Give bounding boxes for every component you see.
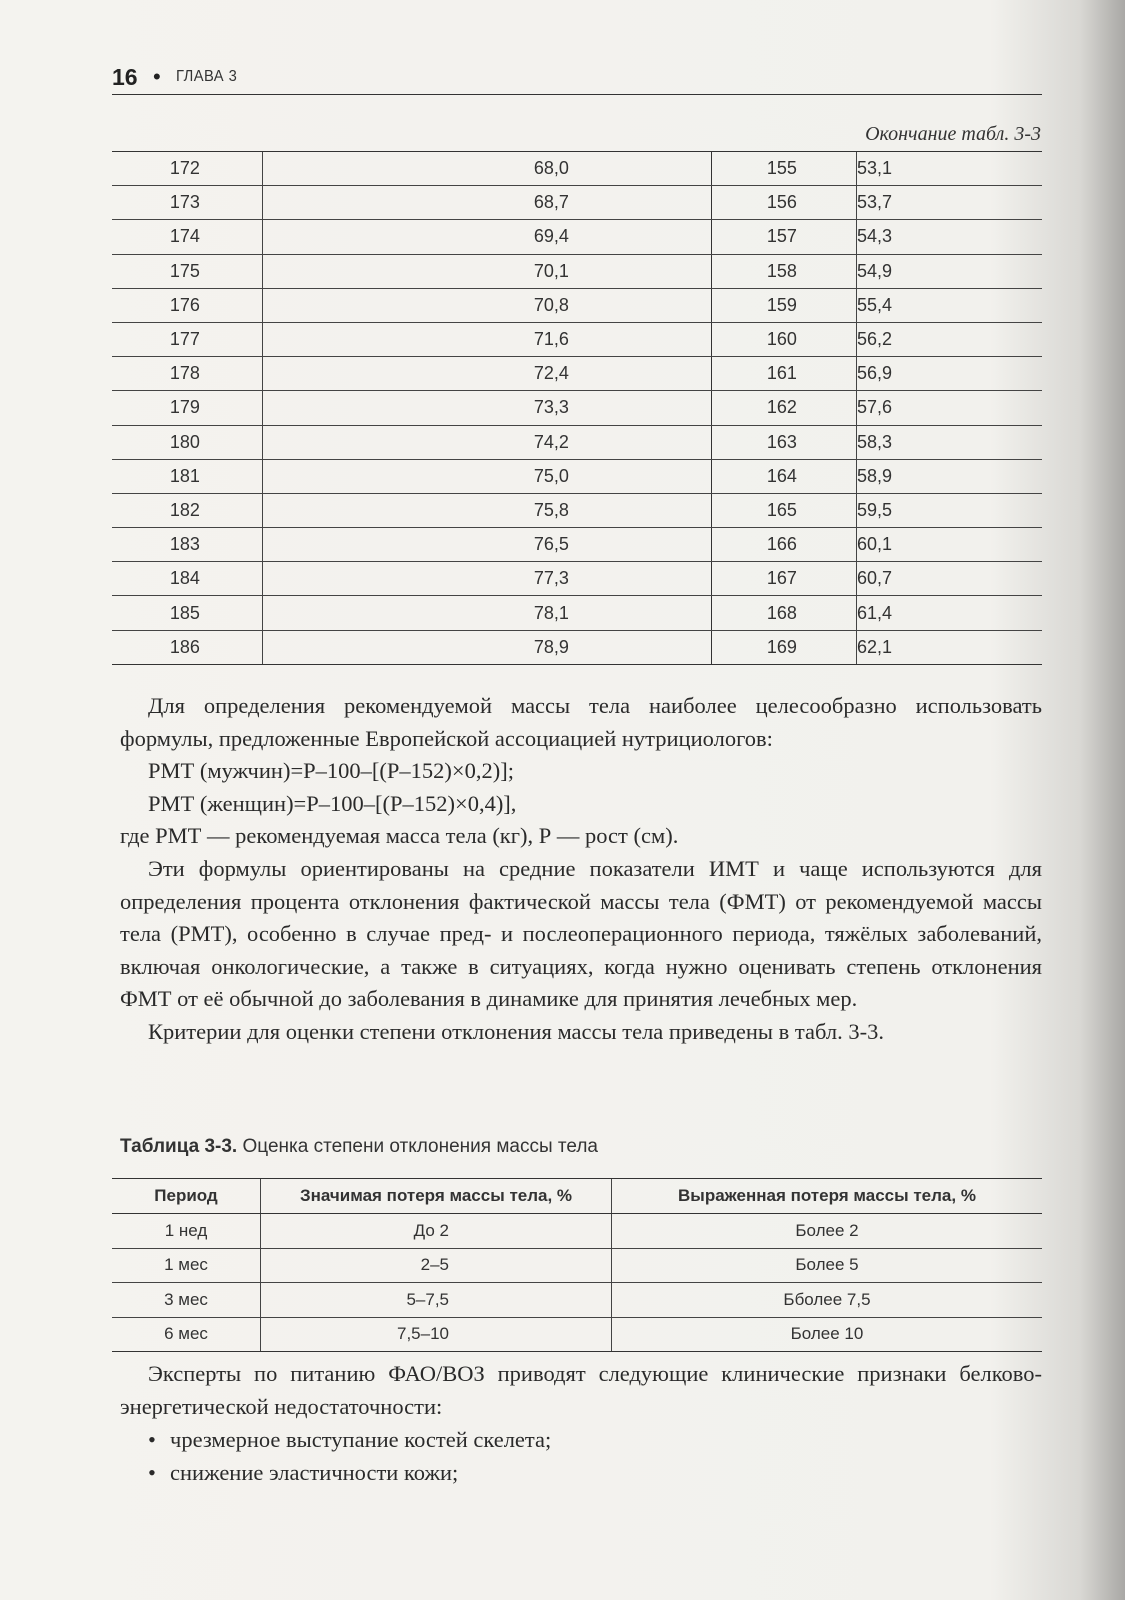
height-cell: 179 — [112, 391, 262, 425]
table-row — [112, 1283, 1042, 1318]
table-caption-title: Оценка степени отклонения массы тела — [237, 1136, 598, 1157]
height-cell: 178 — [112, 357, 262, 391]
weight-cell: 76,5 — [262, 528, 711, 562]
weight-cell: 60,1 — [856, 528, 1042, 562]
height-cell: 172 — [112, 152, 262, 186]
table-row — [112, 459, 1042, 493]
weight-cell: 58,9 — [856, 459, 1042, 493]
formula-legend: где РМТ — рекомендуемая масса тела (кг), Р — рост (см). — [120, 823, 679, 849]
weight-cell: 78,1 — [262, 596, 711, 630]
header-bullet: • — [153, 64, 161, 89]
weight-cell: 61,4 — [856, 596, 1042, 630]
weight-cell: 75,0 — [262, 459, 711, 493]
severe-loss-cell: Более 10 — [612, 1317, 1043, 1352]
list-item-text: чрезмерное выступание костей скелета; — [170, 1427, 552, 1452]
height-cell: 168 — [711, 596, 856, 630]
significant-loss-cell: 5–7,5 — [261, 1283, 612, 1318]
significant-loss-cell: До 2 — [261, 1214, 612, 1249]
list-item — [120, 1457, 1042, 1490]
closing-text — [120, 1358, 1042, 1423]
table-row — [112, 1317, 1042, 1352]
weight-cell: 58,3 — [856, 425, 1042, 459]
severe-loss-cell: Более 5 — [612, 1248, 1043, 1283]
table-row — [112, 493, 1042, 527]
formula-women: РМТ (женщин)=Р–100–[(Р–152)×0,4)], — [148, 790, 517, 816]
weight-cell: 53,7 — [856, 186, 1042, 220]
weight-cell: 54,3 — [856, 220, 1042, 254]
height-cell: 155 — [711, 152, 856, 186]
period-cell: 1 мес — [112, 1248, 261, 1283]
height-cell: 175 — [112, 254, 262, 288]
height-cell: 173 — [112, 186, 262, 220]
table-row — [112, 357, 1042, 391]
significant-loss-cell: 7,5–10 — [261, 1317, 612, 1352]
height-cell: 162 — [711, 391, 856, 425]
weight-cell: 56,9 — [856, 357, 1042, 391]
weight-cell: 59,5 — [856, 493, 1042, 527]
table-row — [112, 425, 1042, 459]
height-cell: 166 — [711, 528, 856, 562]
table-row — [112, 1214, 1042, 1249]
weight-cell: 68,0 — [262, 152, 711, 186]
list-item — [120, 1424, 1042, 1457]
period-cell: 1 нед — [112, 1214, 261, 1249]
weight-cell: 60,7 — [856, 562, 1042, 596]
height-cell: 161 — [711, 357, 856, 391]
height-cell: 159 — [711, 288, 856, 322]
height-cell: 177 — [112, 322, 262, 356]
height-cell: 186 — [112, 630, 262, 664]
significant-loss-cell: 2–5 — [261, 1248, 612, 1283]
height-cell: 158 — [711, 254, 856, 288]
weight-cell: 77,3 — [262, 562, 711, 596]
table-row — [112, 220, 1042, 254]
severe-loss-cell: Бболее 7,5 — [612, 1283, 1043, 1318]
weight-cell: 68,7 — [262, 186, 711, 220]
height-cell: 167 — [711, 562, 856, 596]
table-row — [112, 562, 1042, 596]
weight-cell: 69,4 — [262, 220, 711, 254]
table-row — [112, 254, 1042, 288]
table-row — [112, 152, 1042, 186]
weight-cell: 70,1 — [262, 254, 711, 288]
weight-loss-table — [112, 1178, 1042, 1352]
paragraph-fao-who: Эксперты по питанию ФАО/ВОЗ приводят следующие клинические признаки белково-энергетической недостаточности: — [120, 1361, 1042, 1419]
weight-cell: 72,4 — [262, 357, 711, 391]
table-header-row — [112, 1179, 1042, 1214]
period-cell: 3 мес — [112, 1283, 261, 1318]
table-caption-number: Таблица 3-3. — [120, 1136, 238, 1157]
height-cell: 183 — [112, 528, 262, 562]
height-cell: 156 — [711, 186, 856, 220]
weight-cell: 62,1 — [856, 630, 1042, 664]
table-continuation-caption: Окончание табл. 3-3 — [865, 123, 1041, 145]
weight-cell: 55,4 — [856, 288, 1042, 322]
weight-cell: 54,9 — [856, 254, 1042, 288]
height-cell: 184 — [112, 562, 262, 596]
paragraph-formulas-intro: Для определения рекомендуемой массы тела наиболее целесообразно использовать формулы, предложенные Европейской ассоциацией нутрициологов: — [120, 693, 1042, 751]
height-cell: 176 — [112, 288, 262, 322]
table-row — [112, 528, 1042, 562]
chapter-title: ГЛАВА 3 — [176, 68, 238, 85]
bullet-marker: • — [148, 1459, 156, 1485]
height-cell: 164 — [711, 459, 856, 493]
bullet-marker: • — [148, 1427, 156, 1452]
column-header-severe: Выраженная потеря массы тела, % — [612, 1179, 1043, 1214]
height-cell: 169 — [711, 630, 856, 664]
clinical-signs-list — [120, 1424, 1042, 1489]
height-cell: 165 — [711, 493, 856, 527]
weight-cell: 57,6 — [856, 391, 1042, 425]
height-cell: 182 — [112, 493, 262, 527]
page-number: 16 — [112, 64, 138, 90]
table-row — [112, 1248, 1042, 1283]
weight-cell: 71,6 — [262, 322, 711, 356]
weight-cell: 78,9 — [262, 630, 711, 664]
table-row — [112, 288, 1042, 322]
table-row — [112, 630, 1042, 664]
running-header — [112, 64, 1042, 95]
height-cell: 174 — [112, 220, 262, 254]
weight-cell: 73,3 — [262, 391, 711, 425]
weight-cell: 74,2 — [262, 425, 711, 459]
height-weight-table — [112, 151, 1042, 665]
table-row — [112, 391, 1042, 425]
height-cell: 163 — [711, 425, 856, 459]
weight-cell: 70,8 — [262, 288, 711, 322]
weight-cell: 56,2 — [856, 322, 1042, 356]
table-row — [112, 322, 1042, 356]
height-cell: 160 — [711, 322, 856, 356]
table-row — [112, 186, 1042, 220]
height-cell: 185 — [112, 596, 262, 630]
weight-cell: 75,8 — [262, 493, 711, 527]
height-cell: 181 — [112, 459, 262, 493]
column-header-period: Период — [112, 1179, 261, 1214]
height-cell: 157 — [711, 220, 856, 254]
table-caption — [120, 1136, 598, 1158]
severe-loss-cell: Более 2 — [612, 1214, 1043, 1249]
period-cell: 6 мес — [112, 1317, 261, 1352]
main-text — [120, 690, 1042, 1049]
column-header-significant: Значимая потеря массы тела, % — [261, 1179, 612, 1214]
weight-cell: 53,1 — [856, 152, 1042, 186]
paragraph-criteria: Критерии для оценки степени отклонения массы тела приведены в табл. 3-3. — [148, 1018, 884, 1044]
formula-men: РМТ (мужчин)=Р–100–[(Р–152)×0,2)]; — [148, 758, 514, 784]
paragraph-formulas-usage: Эти формулы ориентированы на средние показатели ИМТ и чаще используются для определения процента отклонения фактической массы тела (ФМТ) от рекомендуемой массы тела (РМТ), особенно в случае пред- и послеоперационного периода, тяжёлых заболеваний, включая онкологические, а также в ситуациях, когда нужно оценивать степень отклонения ФМТ от её обычной до заболевания в динамике для принятия лечебных мер. — [120, 855, 1042, 1012]
list-item-text: снижение эластичности кожи; — [170, 1459, 459, 1485]
table-row — [112, 596, 1042, 630]
height-cell: 180 — [112, 425, 262, 459]
